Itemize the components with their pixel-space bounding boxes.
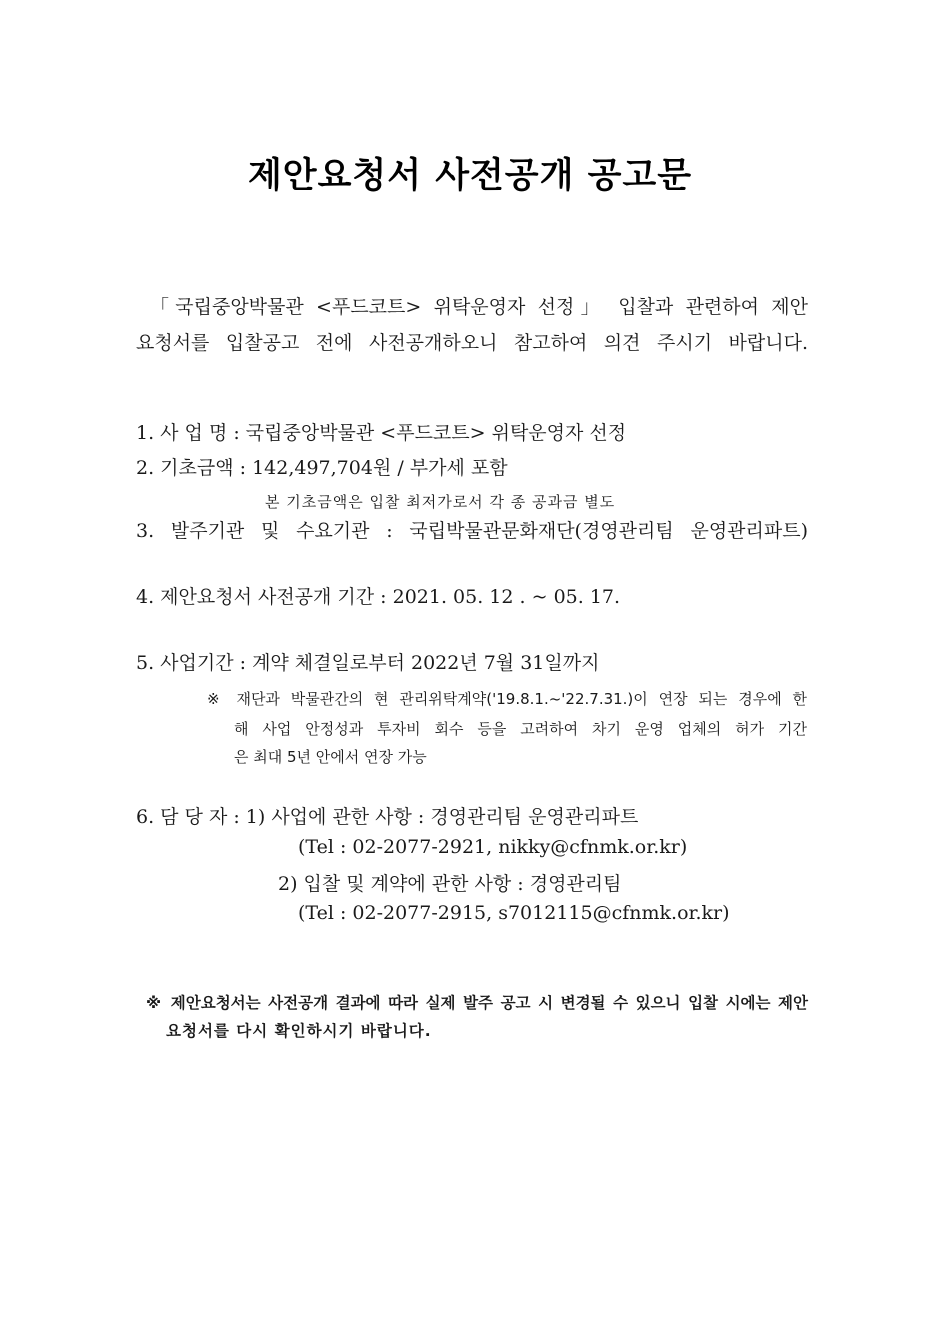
item-1: 1. 사 업 명 : 국립중앙박물관 <푸드코트> 위탁운영자 선정 [136,422,627,444]
item-6-contact-1: (Tel : 02-2077-2921, nikky@cfnmk.or.kr) [298,836,688,858]
item-5-note-line-1: ※ 재단과 박물관간의 현 관리위탁계약('19.8.1.~'22.7.31.)이 연장 되는 경우에 한 [207,690,807,708]
item-6-contact-2: (Tel : 02-2077-2915, s7012115@cfnmk.or.kr) [298,902,730,924]
item-2: 2. 기초금액 : 142,497,704원 / 부가세 포함 [136,457,508,479]
footer-note-line-2: 요청서를 다시 확인하시기 바랍니다. [166,1022,432,1040]
footer-note-line-1: ※ 제안요청서는 사전공개 결과에 따라 실제 발주 공고 시 변경될 수 있으니 입찰 시에는 제안 [146,994,808,1012]
item-4: 4. 제안요청서 사전공개 기간 : 2021. 05. 12 . ~ 05. 17. [136,586,621,608]
item-5-note-line-3: 은 최대 5년 안에서 연장 가능 [234,748,427,766]
item-5-note-line-2: 해 사업 안정성과 투자비 회수 등을 고려하여 차기 운영 업체의 허가 기간 [234,720,807,738]
item-2-note: 본 기초금액은 입찰 최저가로서 각 종 공과금 별도 [265,493,616,511]
intro-line-1: 「국립중앙박물관 <푸드코트> 위탁운영자 선정」 입찰과 관련하여 제안 [150,296,808,318]
item-6-line-1: 6. 담 당 자 : 1) 사업에 관한 사항 : 경영관리팀 운영관리파트 [136,806,639,828]
item-6-line-3: 2) 입찰 및 계약에 관한 사항 : 경영관리팀 [278,873,622,895]
item-5: 5. 사업기간 : 계약 체결일로부터 2022년 7월 31일까지 [136,652,600,674]
item-3: 3. 발주기관 및 수요기관 : 국립박물관문화재단(경영관리팀 운영관리파트) [136,520,808,542]
intro-line-2: 요청서를 입찰공고 전에 사전공개하오니 참고하여 의견 주시기 바랍니다. [136,332,808,354]
page-title: 제안요청서 사전공개 공고문 [247,156,693,196]
